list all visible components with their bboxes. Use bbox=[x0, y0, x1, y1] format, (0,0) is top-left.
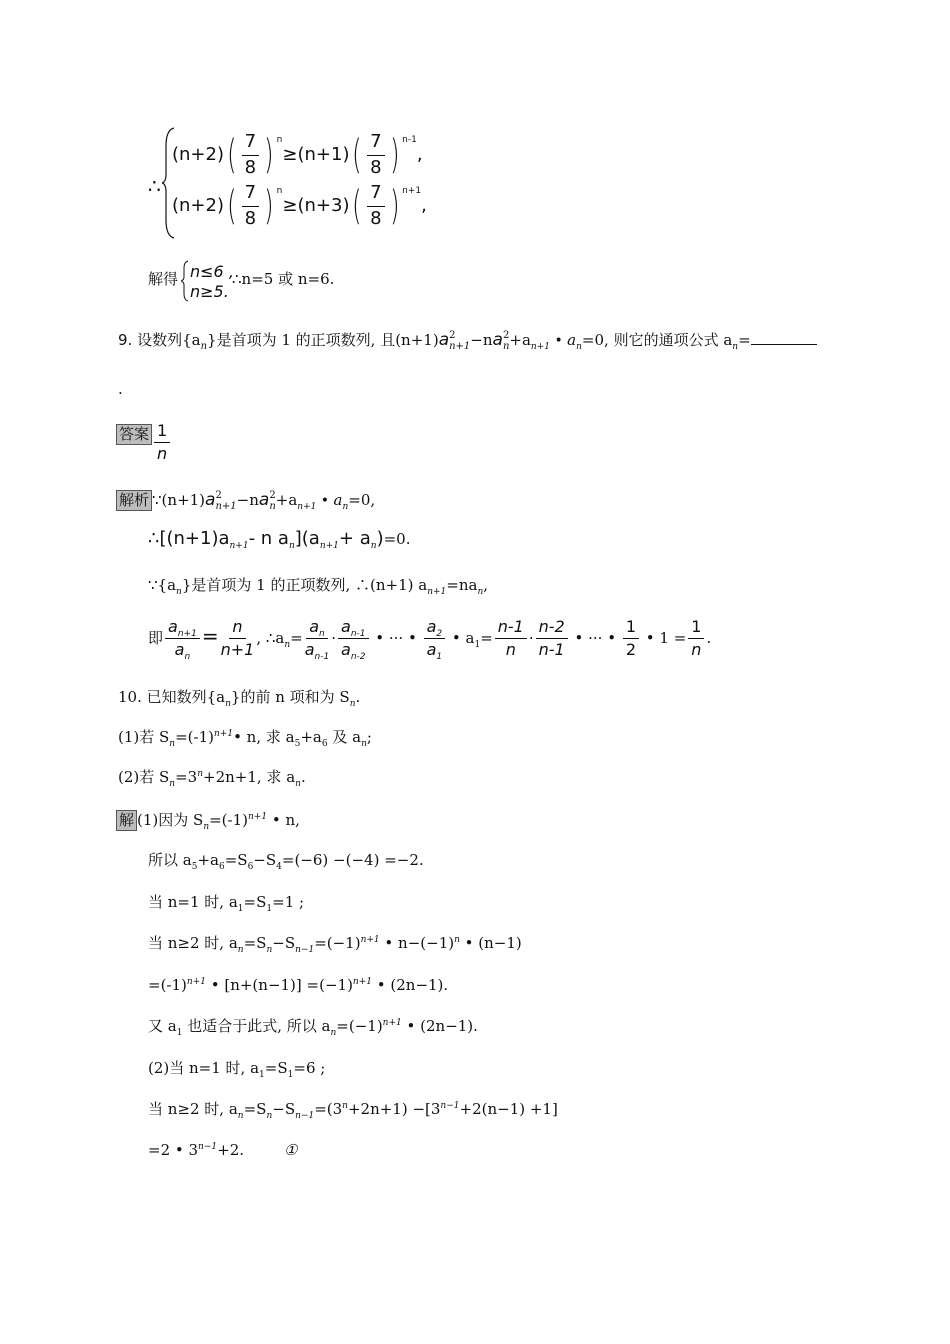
question-10-part-1: (1)若 $S_n=(-1)^{n+1}•$ n, 求 $a_5+a_6$ 及 $a_n$; bbox=[118, 728, 372, 749]
system-row-1: (n+2)( $\frac{7}{8}$ ) $^n$≥(n+1)( $\frac{7}{8}$ ) $^{n-1}$, bbox=[172, 131, 423, 179]
solution-line-5: $=(-1)^{n+1}$ • $[n+(n-1)] =(-1)^{n+1}$ • (2n−1). bbox=[148, 976, 449, 994]
analysis-line-3: $\because\{a_n\}$是首项为 1 的正项数列, ∴(n+1) $a_{n+1}=na_n$, bbox=[148, 576, 489, 597]
question-10-part-2: (2)若 $S_n=3^n+2n+1$, 求 $a_n$. bbox=[118, 768, 306, 789]
solution-line-2: 所以 $a_5+a_6=S_6-S_4=(-6) -(-4) =-2$. bbox=[148, 851, 424, 872]
answer-tag: 答案 bbox=[116, 424, 152, 445]
answer-line: 答案 $\frac{1}{n}$ bbox=[116, 424, 172, 464]
solution-line-4: 当 n≥2 时, $a_n=S_n-S_{n-1}=(-1)^{n+1}$ • $n-(-1)^n$ • (n−1) bbox=[148, 934, 522, 955]
solution-line-9: =2 • $3^{n-1}+2$. ① bbox=[148, 1141, 298, 1159]
solve-condition-1: n≤6 , bbox=[190, 262, 234, 281]
therefore-symbol: ∴ bbox=[148, 174, 161, 198]
solution-line-7: (2)当 n=1 时, $a_1=S_1=6$ ; bbox=[148, 1059, 326, 1080]
solve-brace bbox=[181, 260, 189, 302]
solution-tag: 解 bbox=[116, 810, 137, 831]
question-9-trailing-dot: . bbox=[118, 380, 123, 398]
solve-result: ∴n=5 或 n=6. bbox=[232, 270, 335, 288]
circled-one-marker: ① bbox=[284, 1141, 298, 1159]
solution-line-3: 当 n=1 时, $a_1=S_1=1$ ; bbox=[148, 893, 305, 914]
analysis-tag: 解析 bbox=[116, 490, 152, 511]
question-10-stem: 10. 已知数列$\{a_n\}$的前 n 项和为 $S_n$. bbox=[118, 688, 361, 709]
solve-prefix: 解得 bbox=[148, 270, 179, 288]
analysis-line-4: 即 $\frac{a_{n+1}}{a_n}$ = $\frac{n}{n+1}$ , $\therefore a_n=$ $\frac{a_n}{a_{n-1}}$ · $\frac{a_{n-1}}{a_{n-2}}$ • ··· • $\frac{a_2}{a_1}$ • $a_1=$ $\frac{n-1}{n}$ · $\frac{n-2}{n-1}$ • ··· • $\frac{1}{2}$ • 1 = $\frac{1}{n}$ . bbox=[148, 617, 712, 663]
solve-condition-2: n≥5. bbox=[190, 282, 229, 301]
solution-line-8: 当 n≥2 时, $a_n=S_n-S_{n-1}=(3^n+2n+1) -[3^{n-1}+2(n-1) +1]$ bbox=[148, 1100, 558, 1121]
question-9: 9. 设数列$\{a_n\}$是首项为 1 的正项数列, 且(n+1)a 2 n+1 −na 2 n $+a_{n+1}$ • $a_n=0$, 则它的通项公式 $a_n=$ bbox=[118, 330, 817, 352]
answer-blank bbox=[751, 332, 817, 345]
solution-line-1: 解 (1)因为 $S_n=(-1)^{n+1}$ • n, bbox=[116, 810, 300, 831]
solution-line-6: 又 $a_1$ 也适合于此式, 所以 $a_n=(-1)^{n+1}$ • (2n−1). bbox=[148, 1017, 478, 1038]
system-row-2: (n+2)( $\frac{7}{8}$ ) $^n$≥(n+3)( $\frac{7}{8}$ ) $^{n+1}$, bbox=[172, 182, 427, 230]
analysis-line-2: $\therefore[(n+1)a_{n+1}-$ n $a_n](a_{n+1}+ a_n)=0$. bbox=[148, 528, 411, 551]
analysis-line-1: 解析 ∵(n+1)a 2 n+1 −na 2 n $+a_{n+1}$ • $a_n=0$, bbox=[116, 490, 375, 512]
